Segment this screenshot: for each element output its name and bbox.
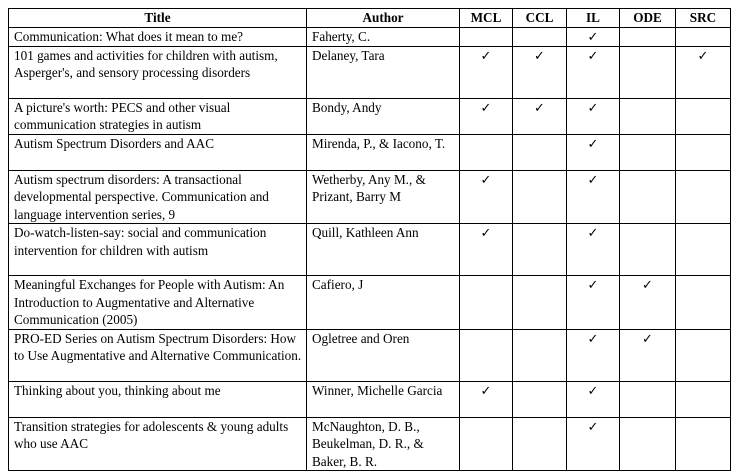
cell-ccl <box>513 381 567 417</box>
cell-author: McNaughton, D. B., Beukelman, D. R., & Baker, B. R. <box>307 417 460 471</box>
cell-mcl <box>460 134 513 170</box>
cell-mcl <box>460 46 513 98</box>
cell-mcl <box>460 381 513 417</box>
check-icon: ✓ <box>480 226 492 241</box>
cell-author: Winner, Michelle Garcia <box>307 381 460 417</box>
cell-author: Wetherby, Any M., & Prizant, Barry M <box>307 170 460 224</box>
cell-il <box>567 276 620 330</box>
cell-author: Ogletree and Oren <box>307 329 460 381</box>
check-icon: ✓ <box>587 331 599 347</box>
check-icon: ✓ <box>480 100 492 116</box>
cell-ccl <box>513 98 567 134</box>
cell-il <box>567 46 620 98</box>
table-row <box>9 329 731 381</box>
header-row <box>9 9 731 28</box>
check-icon: ✓ <box>587 383 599 399</box>
col-header-author: Author <box>307 9 460 28</box>
cell-author: Mirenda, P., & Iacono, T. <box>307 134 460 170</box>
cell-title: Autism Spectrum Disorders and AAC <box>9 134 307 170</box>
cell-title: Communication: What does it mean to me? <box>9 27 307 46</box>
table-row <box>9 381 731 417</box>
resource-table <box>8 8 731 471</box>
cell-il <box>567 417 620 471</box>
cell-ode <box>620 417 676 471</box>
cell-author: Faherty, C. <box>307 27 460 46</box>
check-icon: ✓ <box>587 278 599 293</box>
check-icon: ✓ <box>480 48 492 64</box>
col-header-il: IL <box>567 9 620 28</box>
cell-ode <box>620 224 676 276</box>
col-header-ode: ODE <box>620 9 676 28</box>
cell-il <box>567 170 620 224</box>
cell-mcl <box>460 98 513 134</box>
table-row <box>9 98 731 134</box>
cell-mcl <box>460 276 513 330</box>
cell-title: Meaningful Exchanges for People with Autism: An Introduction to Augmentative and Alternative Communication (2005) <box>9 276 307 330</box>
cell-ode <box>620 134 676 170</box>
cell-src <box>676 381 731 417</box>
cell-src <box>676 134 731 170</box>
col-header-ccl: CCL <box>513 9 567 28</box>
col-header-mcl: MCL <box>460 9 513 28</box>
check-icon: ✓ <box>587 48 599 64</box>
cell-mcl <box>460 224 513 276</box>
check-icon: ✓ <box>480 172 492 188</box>
table-row <box>9 27 731 46</box>
cell-ccl <box>513 46 567 98</box>
cell-ccl <box>513 170 567 224</box>
cell-il <box>567 134 620 170</box>
cell-title: Transition strategies for adolescents & young adults who use AAC <box>9 417 307 471</box>
cell-mcl <box>460 329 513 381</box>
cell-ccl <box>513 134 567 170</box>
cell-src <box>676 417 731 471</box>
cell-author: Quill, Kathleen Ann <box>307 224 460 276</box>
check-icon: ✓ <box>642 278 653 293</box>
cell-ode <box>620 27 676 46</box>
cell-src <box>676 170 731 224</box>
cell-src <box>676 46 731 98</box>
cell-ccl <box>513 27 567 46</box>
cell-ode <box>620 329 676 381</box>
table-row <box>9 46 731 98</box>
cell-mcl <box>460 417 513 471</box>
cell-ode <box>620 46 676 98</box>
cell-title: Do-watch-listen-say: social and communication intervention for children with autism <box>9 224 307 276</box>
check-icon: ✓ <box>587 419 599 435</box>
check-icon: ✓ <box>480 383 492 399</box>
check-icon: ✓ <box>587 136 599 152</box>
check-icon: ✓ <box>534 48 545 64</box>
table-row <box>9 276 731 330</box>
table-row <box>9 170 731 224</box>
cell-title: PRO-ED Series on Autism Spectrum Disorders: How to Use Augmentative and Alternative Communication. <box>9 329 307 381</box>
cell-title: 101 games and activities for children with autism, Asperger's, and sensory processing disorders <box>9 46 307 98</box>
cell-il <box>567 381 620 417</box>
cell-ccl <box>513 329 567 381</box>
cell-mcl <box>460 170 513 224</box>
cell-author: Delaney, Tara <box>307 46 460 98</box>
cell-il <box>567 98 620 134</box>
check-icon: ✓ <box>642 331 653 347</box>
cell-src <box>676 329 731 381</box>
check-icon: ✓ <box>697 48 709 64</box>
cell-il <box>567 329 620 381</box>
cell-ode <box>620 276 676 330</box>
cell-il <box>567 27 620 46</box>
check-icon: ✓ <box>587 29 599 45</box>
cell-ccl <box>513 224 567 276</box>
cell-il <box>567 224 620 276</box>
cell-src <box>676 276 731 330</box>
check-icon: ✓ <box>534 100 545 116</box>
check-icon: ✓ <box>587 100 599 116</box>
table-row <box>9 417 731 471</box>
cell-title: Autism spectrum disorders: A transactional developmental perspective. Communication and language intervention series, 9 <box>9 170 307 224</box>
cell-src <box>676 224 731 276</box>
cell-ode <box>620 170 676 224</box>
table-row <box>9 224 731 276</box>
cell-title: Thinking about you, thinking about me <box>9 381 307 417</box>
cell-author: Cafiero, J <box>307 276 460 330</box>
check-icon: ✓ <box>587 226 599 241</box>
cell-src <box>676 27 731 46</box>
cell-mcl <box>460 27 513 46</box>
cell-ccl <box>513 417 567 471</box>
cell-src <box>676 98 731 134</box>
cell-ccl <box>513 276 567 330</box>
col-header-src: SRC <box>676 9 731 28</box>
check-icon: ✓ <box>587 172 599 188</box>
cell-ode <box>620 98 676 134</box>
cell-author: Bondy, Andy <box>307 98 460 134</box>
col-header-title: Title <box>9 9 307 28</box>
cell-ode <box>620 381 676 417</box>
cell-title: A picture's worth: PECS and other visual communication strategies in autism <box>9 98 307 134</box>
table-row <box>9 134 731 170</box>
